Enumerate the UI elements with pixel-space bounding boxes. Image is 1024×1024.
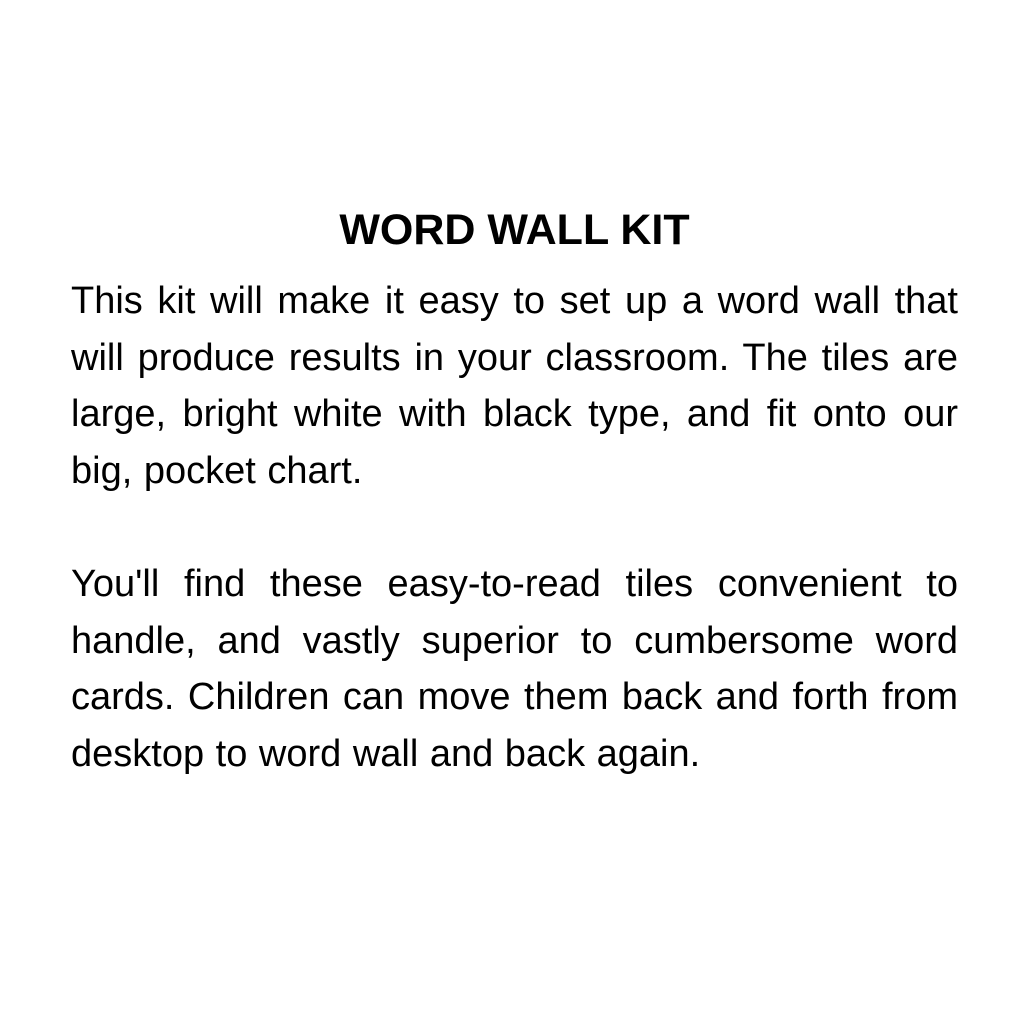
document — [71, 202, 958, 782]
document-title: WORD WALL KIT — [339, 206, 690, 254]
paragraph-intro: This kit will make it easy to set up a word wall that will produce results in your classroom. The tiles are large, bright white with black type, and fit onto our big, pocket chart. — [71, 280, 958, 492]
paragraph-benefits: You'll find these easy-to-read tiles convenient to handle, and vastly superior to cumbersome word cards. Children can move them back and forth from desktop to word wall and back again. — [71, 563, 958, 775]
